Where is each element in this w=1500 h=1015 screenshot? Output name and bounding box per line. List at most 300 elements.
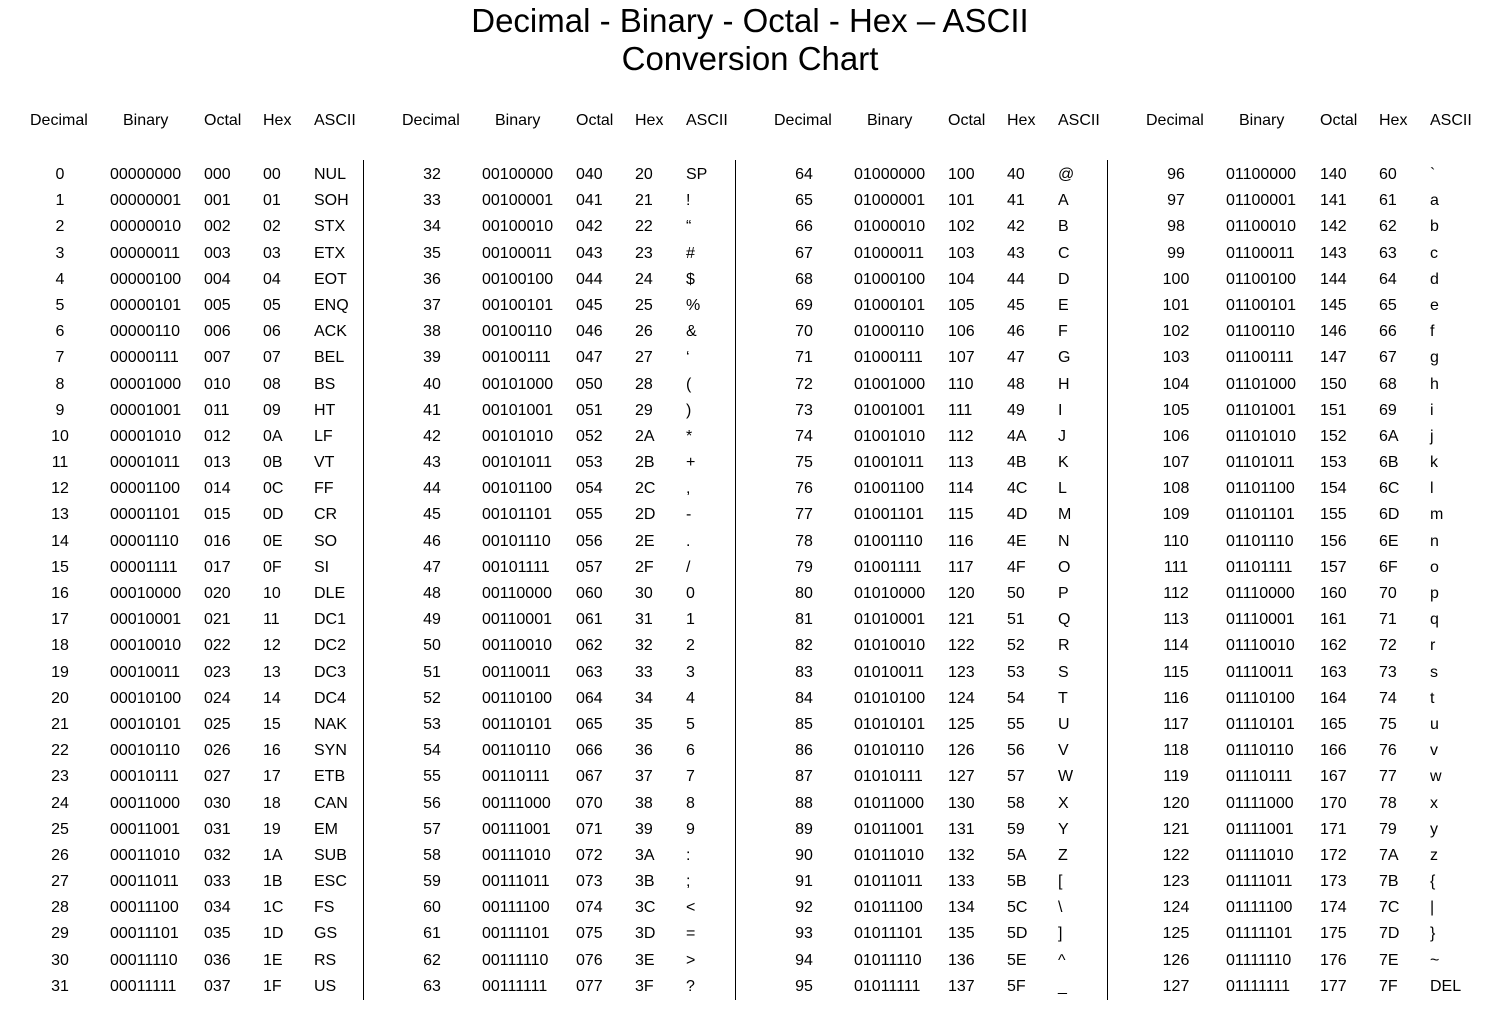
- cell-octal: 017: [204, 558, 231, 576]
- cell-octal: 136: [948, 951, 975, 969]
- cell-hex: 2C: [635, 480, 656, 498]
- cell-binary: 00010100: [110, 689, 182, 707]
- cell-binary: 01010110: [854, 742, 924, 760]
- cell-hex: 79: [1379, 820, 1397, 838]
- cell-ascii: ETX: [314, 244, 346, 262]
- cell-octal: 140: [1320, 166, 1347, 183]
- cell-octal: 001: [204, 192, 231, 210]
- table-row: [774, 581, 1146, 607]
- table-row: [1146, 817, 1500, 843]
- cell-decimal: 85: [795, 715, 813, 733]
- cell-binary: 00001001: [110, 401, 182, 419]
- cell-decimal: 113: [1163, 611, 1189, 629]
- cell-hex: 37: [635, 768, 653, 786]
- cell-hex: 50: [1007, 585, 1025, 602]
- cell-decimal: 6: [55, 323, 65, 341]
- cell-decimal: 75: [795, 454, 813, 472]
- cell-ascii: K: [1058, 454, 1069, 472]
- cell-decimal: 96: [1167, 166, 1185, 183]
- cell-binary: 00111011: [482, 873, 550, 891]
- cell-binary: 00000001: [110, 192, 182, 210]
- cell-decimal: 0: [55, 166, 65, 183]
- cell-hex: 34: [635, 689, 653, 707]
- cell-octal: 065: [576, 715, 603, 733]
- cell-ascii: ?: [686, 977, 695, 995]
- cell-octal: 141: [1320, 192, 1347, 210]
- table-row: [774, 948, 1146, 974]
- cell-hex: 5C: [1007, 899, 1028, 917]
- cell-hex: 58: [1007, 794, 1025, 812]
- cell-ascii: y: [1430, 820, 1438, 838]
- table-rows: [1146, 162, 1500, 1000]
- cell-ascii: [: [1058, 873, 1063, 891]
- cell-octal: 075: [576, 925, 603, 943]
- table-row: [774, 372, 1146, 398]
- cell-binary: 00001010: [110, 427, 182, 445]
- cell-decimal: 67: [795, 244, 813, 262]
- cell-ascii: l: [1430, 480, 1434, 498]
- cell-decimal: 60: [423, 899, 441, 917]
- cell-decimal: 73: [795, 401, 813, 419]
- cell-binary: 01001001: [854, 401, 926, 419]
- table-row: [30, 372, 402, 398]
- cell-ascii: `: [1430, 166, 1436, 183]
- cell-octal: 105: [948, 296, 975, 314]
- cell-decimal: 101: [1162, 296, 1190, 314]
- cell-hex: 32: [635, 637, 653, 655]
- cell-ascii: ETB: [314, 768, 346, 786]
- cell-hex: 6A: [1379, 427, 1399, 445]
- cell-octal: 022: [204, 637, 231, 655]
- cell-octal: 147: [1320, 349, 1347, 367]
- cell-ascii: g: [1430, 349, 1439, 367]
- cell-binary: 01001110: [854, 532, 923, 550]
- table-row: [30, 214, 402, 240]
- cell-binary: 01011010: [854, 846, 924, 864]
- table-row: [30, 633, 402, 659]
- cell-octal: 155: [1320, 506, 1347, 524]
- cell-octal: 107: [948, 349, 975, 367]
- cell-hex: 49: [1007, 401, 1025, 419]
- cell-decimal: 120: [1162, 794, 1190, 812]
- cell-octal: 171: [1320, 820, 1347, 838]
- cell-ascii: ENQ: [314, 296, 349, 314]
- table-row: [30, 319, 402, 345]
- cell-octal: 024: [204, 689, 231, 707]
- cell-decimal: 33: [423, 192, 441, 210]
- cell-hex: 7D: [1379, 925, 1400, 943]
- cell-hex: 1D: [263, 925, 284, 943]
- cell-binary: 00010111: [110, 768, 179, 786]
- cell-octal: 023: [204, 663, 231, 681]
- cell-binary: 01100100: [1226, 270, 1296, 288]
- cell-binary: 01101111: [1226, 558, 1293, 576]
- cell-octal: 160: [1320, 585, 1347, 602]
- cell-hex: 1B: [263, 873, 283, 891]
- table-row: [774, 502, 1146, 528]
- cell-binary: 01100010: [1226, 218, 1296, 236]
- cell-octal: 037: [204, 977, 231, 995]
- cell-octal: 152: [1320, 427, 1347, 445]
- cell-binary: 00010110: [110, 742, 180, 760]
- cell-octal: 031: [204, 820, 231, 838]
- table-row: [774, 974, 1146, 1000]
- cell-hex: 14: [263, 689, 281, 707]
- cell-octal: 170: [1320, 794, 1347, 812]
- cell-decimal: 20: [51, 689, 69, 707]
- cell-octal: 034: [204, 899, 231, 917]
- cell-decimal: 76: [795, 480, 813, 498]
- cell-octal: 165: [1320, 715, 1347, 733]
- column-header-decimal: Decimal: [1146, 112, 1204, 129]
- cell-hex: 33: [635, 663, 653, 681]
- table-row: [774, 398, 1146, 424]
- cell-decimal: 109: [1162, 506, 1190, 524]
- cell-binary: 00010001: [110, 611, 182, 629]
- cell-hex: 43: [1007, 244, 1025, 262]
- cell-ascii: #: [686, 244, 695, 262]
- cell-octal: 112: [948, 427, 974, 445]
- table-row: [774, 450, 1146, 476]
- table-row: [402, 398, 774, 424]
- column-header-binary: Binary: [867, 112, 913, 129]
- table-row: [1146, 214, 1500, 240]
- table-group-3: [774, 108, 1146, 1008]
- cell-hex: 1E: [263, 951, 283, 969]
- column-header-ascii: ASCII: [686, 112, 728, 129]
- cell-binary: 00100101: [482, 296, 554, 314]
- cell-octal: 137: [948, 977, 975, 995]
- table-row: [774, 738, 1146, 764]
- cell-decimal: 100: [1162, 270, 1190, 288]
- cell-decimal: 34: [423, 218, 441, 236]
- cell-decimal: 108: [1162, 480, 1190, 498]
- cell-decimal: 110: [1163, 532, 1189, 550]
- cell-binary: 01101001: [1226, 401, 1296, 419]
- cell-octal: 100: [948, 166, 975, 183]
- cell-decimal: 40: [423, 375, 441, 393]
- cell-hex: 73: [1379, 663, 1397, 681]
- cell-binary: 00011001: [110, 820, 180, 838]
- cell-hex: 41: [1007, 192, 1025, 210]
- table-row: [402, 869, 774, 895]
- table-row: [774, 424, 1146, 450]
- cell-ascii: 3: [686, 663, 695, 681]
- cell-ascii: p: [1430, 585, 1439, 602]
- cell-binary: 01110110: [1226, 742, 1294, 760]
- cell-octal: 070: [576, 794, 603, 812]
- cell-octal: 074: [576, 899, 603, 917]
- cell-octal: 167: [1320, 768, 1347, 786]
- cell-hex: 0C: [263, 480, 284, 498]
- cell-decimal: 54: [423, 742, 441, 760]
- table-row: [774, 345, 1146, 371]
- cell-decimal: 59: [423, 873, 441, 891]
- cell-ascii: EM: [314, 820, 338, 838]
- table-group-1: [30, 108, 402, 1008]
- cell-decimal: 18: [51, 637, 69, 655]
- cell-hex: 60: [1379, 166, 1397, 183]
- cell-octal: 104: [948, 270, 975, 288]
- cell-binary: 00011000: [110, 794, 180, 812]
- cell-octal: 047: [576, 349, 603, 367]
- cell-decimal: 114: [1163, 637, 1189, 655]
- cell-ascii: \: [1058, 899, 1063, 917]
- cell-octal: 131: [948, 820, 975, 838]
- cell-ascii: SOH: [314, 192, 349, 210]
- cell-decimal: 116: [1163, 689, 1189, 707]
- cell-decimal: 44: [423, 480, 441, 498]
- cell-ascii: !: [686, 192, 691, 210]
- cell-ascii: |: [1430, 899, 1435, 917]
- cell-binary: 01001010: [854, 427, 926, 445]
- cell-octal: 052: [576, 427, 603, 445]
- cell-hex: 26: [635, 323, 653, 341]
- cell-octal: 116: [948, 532, 974, 550]
- table-row: [774, 686, 1146, 712]
- table-rows: [30, 162, 402, 1000]
- cell-octal: 123: [948, 663, 975, 681]
- cell-hex: 3B: [635, 873, 655, 891]
- cell-ascii: :: [686, 846, 691, 864]
- table-row: [402, 293, 774, 319]
- table-row: [1146, 476, 1500, 502]
- cell-binary: 00000100: [110, 270, 182, 288]
- cell-decimal: 103: [1162, 349, 1190, 367]
- cell-hex: 15: [263, 715, 281, 733]
- table-row: [774, 660, 1146, 686]
- cell-hex: 6E: [1379, 532, 1399, 550]
- cell-hex: 0D: [263, 506, 284, 524]
- cell-ascii: +: [686, 454, 696, 472]
- cell-decimal: 12: [51, 480, 69, 498]
- cell-decimal: 63: [423, 977, 441, 995]
- cell-decimal: 69: [795, 296, 813, 314]
- table-row: [30, 502, 402, 528]
- table-row: [1146, 529, 1500, 555]
- cell-binary: 00101110: [482, 532, 551, 550]
- column-header-binary: Binary: [123, 112, 169, 129]
- cell-binary: 00001000: [110, 375, 182, 393]
- cell-decimal: 8: [55, 375, 65, 393]
- cell-decimal: 3: [55, 244, 65, 262]
- cell-hex: 27: [635, 349, 653, 367]
- cell-octal: 071: [576, 820, 603, 838]
- cell-binary: 01011101: [854, 925, 923, 943]
- cell-decimal: 51: [423, 663, 441, 681]
- cell-binary: 00010010: [110, 637, 182, 655]
- cell-hex: 3D: [635, 925, 656, 943]
- cell-ascii: }: [1430, 925, 1436, 943]
- table-row: [30, 660, 402, 686]
- cell-ascii: 2: [686, 637, 695, 655]
- cell-hex: 42: [1007, 218, 1025, 236]
- table-row: [1146, 267, 1500, 293]
- cell-hex: 18: [263, 794, 281, 812]
- cell-decimal: 36: [423, 270, 441, 288]
- cell-octal: 067: [576, 768, 603, 786]
- cell-hex: 40: [1007, 166, 1025, 183]
- cell-hex: 7F: [1379, 977, 1398, 995]
- cell-hex: 02: [263, 218, 281, 236]
- cell-decimal: 35: [423, 244, 441, 262]
- cell-binary: 01000000: [854, 166, 926, 183]
- cell-octal: 044: [576, 270, 603, 288]
- cell-binary: 01111000: [1226, 794, 1294, 812]
- cell-ascii: G: [1058, 349, 1071, 367]
- cell-ascii: o: [1430, 558, 1439, 576]
- cell-decimal: 26: [51, 846, 69, 864]
- cell-decimal: 71: [795, 349, 813, 367]
- cell-hex: 6F: [1379, 558, 1398, 576]
- table-row: [402, 686, 774, 712]
- cell-octal: 145: [1320, 296, 1347, 314]
- cell-octal: 010: [204, 375, 231, 393]
- cell-ascii: 1: [686, 611, 695, 629]
- table-row: [402, 974, 774, 1000]
- cell-octal: 150: [1320, 375, 1347, 393]
- cell-binary: 01010100: [854, 689, 926, 707]
- cell-hex: 67: [1379, 349, 1397, 367]
- cell-decimal: 106: [1162, 427, 1190, 445]
- cell-octal: 033: [204, 873, 231, 891]
- cell-ascii: DC4: [314, 689, 347, 707]
- cell-hex: 46: [1007, 323, 1025, 341]
- cell-octal: 166: [1320, 742, 1347, 760]
- table-row: [774, 712, 1146, 738]
- cell-ascii: O: [1058, 558, 1071, 576]
- column-header-octal: Octal: [204, 112, 242, 129]
- cell-decimal: 43: [423, 454, 441, 472]
- cell-binary: 00000010: [110, 218, 182, 236]
- table-row: [402, 424, 774, 450]
- cell-decimal: 123: [1162, 873, 1190, 891]
- cell-binary: 00110000: [482, 585, 552, 602]
- cell-binary: 01101101: [1226, 506, 1295, 524]
- cell-ascii: BEL: [314, 349, 345, 367]
- cell-octal: 163: [1320, 663, 1347, 681]
- cell-octal: 161: [1320, 611, 1347, 629]
- cell-ascii: GS: [314, 925, 338, 943]
- table-row: [30, 738, 402, 764]
- cell-octal: 000: [204, 166, 231, 183]
- cell-hex: 5B: [1007, 873, 1027, 891]
- cell-binary: 01011111: [854, 977, 921, 995]
- table-row: [1146, 974, 1500, 1000]
- cell-decimal: 126: [1162, 951, 1190, 969]
- cell-ascii: CAN: [314, 794, 348, 812]
- table-group-2: [402, 108, 774, 1008]
- cell-hex: 5E: [1007, 951, 1027, 969]
- cell-hex: 2B: [635, 454, 655, 472]
- cell-ascii: x: [1430, 794, 1438, 812]
- table-row: [30, 424, 402, 450]
- cell-decimal: 86: [795, 742, 813, 760]
- cell-octal: 061: [576, 611, 603, 629]
- cell-octal: 146: [1320, 323, 1347, 341]
- cell-hex: 4A: [1007, 427, 1027, 445]
- cell-binary: 01110100: [1226, 689, 1295, 707]
- cell-decimal: 29: [51, 925, 69, 943]
- cell-octal: 006: [204, 323, 231, 341]
- cell-binary: 01100110: [1226, 323, 1295, 341]
- cell-binary: 01110001: [1226, 611, 1295, 629]
- cell-hex: 51: [1007, 611, 1025, 629]
- column-header-binary: Binary: [495, 112, 541, 129]
- cell-ascii: ‘: [686, 349, 690, 367]
- cell-decimal: 17: [51, 611, 69, 629]
- cell-octal: 062: [576, 637, 603, 655]
- table-row: [1146, 450, 1500, 476]
- table-row: [30, 843, 402, 869]
- cell-ascii: DC3: [314, 663, 347, 681]
- cell-binary: 00100110: [482, 323, 552, 341]
- table-row: [402, 921, 774, 947]
- cell-ascii: 6: [686, 742, 695, 760]
- cell-ascii: X: [1058, 794, 1069, 812]
- cell-hex: 4E: [1007, 532, 1027, 550]
- cell-binary: 00110110: [482, 742, 551, 760]
- table-row: [1146, 895, 1500, 921]
- cell-octal: 077: [576, 977, 603, 995]
- cell-ascii: S: [1058, 663, 1069, 681]
- cell-binary: 00101011: [482, 454, 552, 472]
- cell-hex: 16: [263, 742, 281, 760]
- table-row: [30, 581, 402, 607]
- cell-octal: 064: [576, 689, 603, 707]
- cell-binary: 01100001: [1226, 192, 1296, 210]
- cell-hex: 11: [263, 611, 280, 629]
- cell-binary: 01111010: [1226, 846, 1294, 864]
- cell-ascii: ~: [1430, 951, 1440, 969]
- cell-hex: 5D: [1007, 925, 1028, 943]
- cell-ascii: A: [1058, 192, 1069, 210]
- cell-hex: 0A: [263, 427, 283, 445]
- cell-ascii: C: [1058, 244, 1070, 262]
- cell-ascii: SO: [314, 532, 338, 550]
- table-row: [774, 764, 1146, 790]
- table-row: [402, 817, 774, 843]
- cell-decimal: 68: [795, 270, 813, 288]
- cell-binary: 01111111: [1226, 977, 1291, 995]
- cell-octal: 046: [576, 323, 603, 341]
- cell-binary: 01110101: [1226, 715, 1295, 733]
- table-row: [774, 162, 1146, 188]
- cell-ascii: &: [686, 323, 697, 341]
- cell-binary: 01111001: [1226, 820, 1294, 838]
- cell-decimal: 93: [795, 925, 813, 943]
- table-rows: [774, 162, 1146, 1000]
- column-header-hex: Hex: [1007, 112, 1036, 129]
- cell-ascii: ;: [686, 873, 691, 891]
- cell-decimal: 37: [423, 296, 441, 314]
- cell-ascii: @: [1058, 166, 1075, 183]
- table-row: [1146, 712, 1500, 738]
- cell-octal: 015: [204, 506, 231, 524]
- table-row: [774, 843, 1146, 869]
- cell-ascii: ACK: [314, 323, 347, 341]
- table-row: [402, 214, 774, 240]
- table-row: [1146, 686, 1500, 712]
- cell-hex: 56: [1007, 742, 1025, 760]
- cell-octal: 076: [576, 951, 603, 969]
- cell-ascii: q: [1430, 611, 1439, 629]
- cell-octal: 003: [204, 244, 231, 262]
- table-row: [402, 502, 774, 528]
- cell-hex: 7B: [1379, 873, 1399, 891]
- table-row: [774, 555, 1146, 581]
- cell-octal: 117: [948, 558, 974, 576]
